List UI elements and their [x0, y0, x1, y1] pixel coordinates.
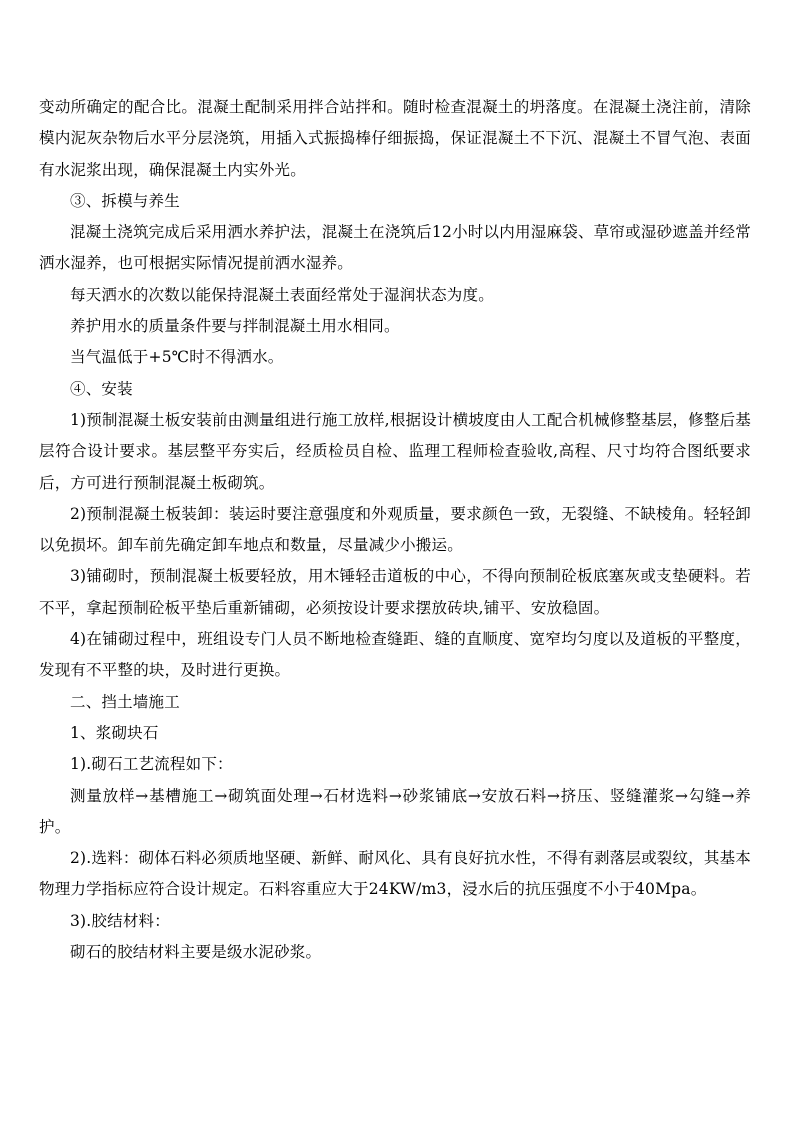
paragraph-binding-material: 砌石的胶结材料主要是级水泥砂浆。	[70, 943, 322, 962]
paragraph-curing-water: 养护用水的质量条件要与拌制混凝土用水相同。	[70, 317, 400, 336]
paragraph-install-step-4: 4)在铺砌过程中，班组设专门人员不断地检查缝距、缝的直顺度、宽窄均匀度以及道板的平整度，发现有不平整的块，及时进行更换。	[39, 630, 751, 680]
document-body	[39, 92, 751, 968]
paragraph-binding-material-heading: 3).胶结材料：	[70, 911, 170, 930]
heading-installation: ④、安装	[70, 379, 133, 398]
paragraph-install-step-2: 2)预制混凝土板装卸：装运时要注意强度和外观质量，要求颜色一致，无裂缝、不缺棱角。轻轻卸以免损坏。卸车前先确定卸车地点和数量，尽量减少小搬运。	[39, 504, 751, 555]
paragraph-install-step-3: 3)铺砌时，预制混凝土板要轻放，用木锤轻击道板的中心，不得向预制砼板底塞灰或支垫硬料。若不平，拿起预制砼板平垫后重新铺砌，必须按设计要求摆放砖块,铺平、安放稳固。	[39, 567, 751, 617]
paragraph-watering-frequency: 每天洒水的次数以能保持混凝土表面经常处于湿润状态为度。	[70, 285, 494, 304]
paragraph-process-flow: 测量放样→基槽施工→砌筑面处理→石材选料→砂浆铺底→安放石料→挤压、竖缝灌浆→勾缝→养护。	[39, 786, 751, 836]
paragraph-install-step-1: 1)预制混凝土板安装前由测量组进行施工放样,根据设计横坡度由人工配合机械修整基层，修整后基层符合设计要求。基层整平夯实后，经质检员自检、监理工程师检查验收,高程、尺寸均符合图纸要求后，方可进行预制混凝土板砌筑。	[39, 410, 751, 492]
heading-formwork-curing: ③、拆模与养生	[70, 191, 180, 210]
paragraph-curing-method: 混凝土浇筑完成后采用洒水养护法，混凝土在浇筑后12小时以内用湿麻袋、草帘或湿砂遮盖并经常洒水湿养，也可根据实际情况提前洒水湿养。	[39, 223, 751, 273]
paragraph-temperature-limit: 当气温低于+5℃时不得洒水。	[70, 348, 284, 367]
heading-retaining-wall: 二、挡土墙施工	[70, 692, 180, 711]
paragraph-concrete-mixing: 变动所确定的配合比。混凝土配制采用拌合站拌和。随时检查混凝土的坍落度。在混凝土浇注前，清除模内泥灰杂物后水平分层浇筑，用插入式振捣棒仔细振捣，保证混凝土不下沉、混凝土不冒气泡、表面有水泥浆出现，确保混凝土内实外光。	[39, 98, 751, 179]
paragraph-material-selection: 2).选料：砌体石料必须质地坚硬、新鲜、耐风化、具有良好抗水性，不得有剥落层或裂纹，其基本物理力学指标应符合设计规定。石料容重应大于24KW/m3，浸水后的抗压强度不小于40Mpa。	[39, 849, 751, 899]
heading-mortar-masonry: 1、浆砌块石	[70, 723, 159, 742]
paragraph-process-intro: 1).砌石工艺流程如下：	[70, 755, 233, 774]
